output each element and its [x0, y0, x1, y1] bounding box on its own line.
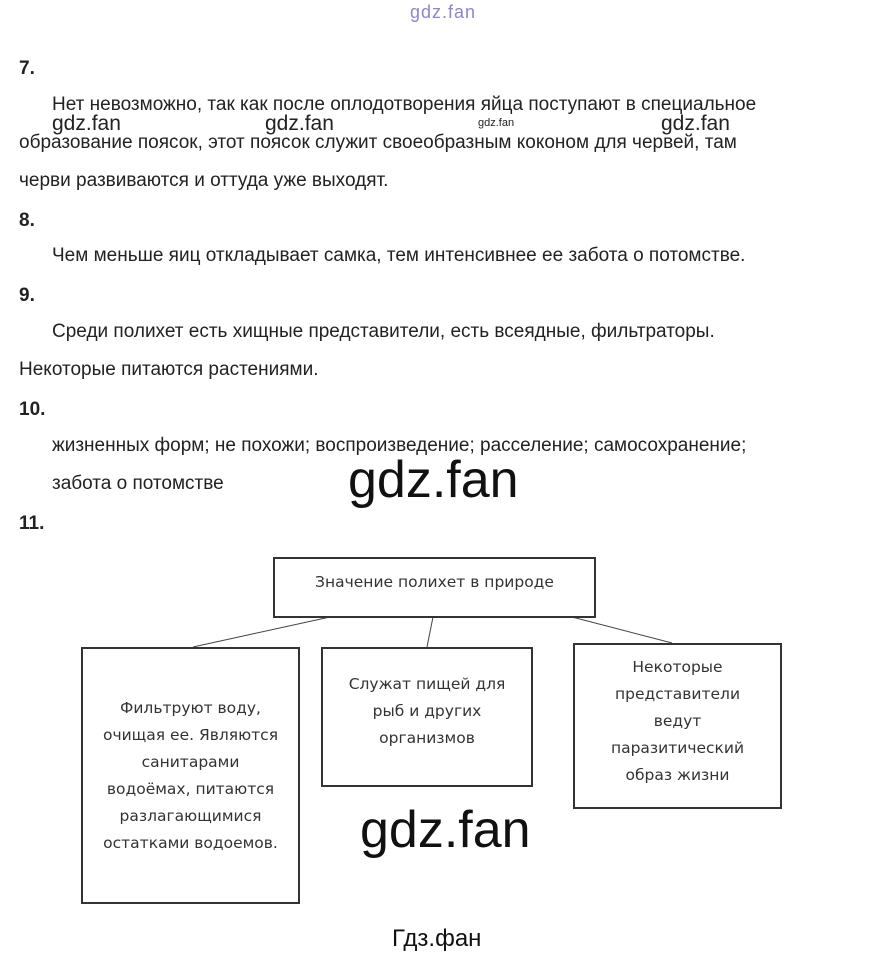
answer-number-9: 9. — [19, 285, 35, 306]
connector-right — [572, 617, 672, 643]
answer-10-line-1: жизненных форм; не похожи; воспроизведение; расселение; самосохранение; — [52, 435, 747, 456]
watermark-row-tiny: gdz.fan — [478, 117, 515, 129]
answer-10-line-2: забота о потомстве — [52, 473, 224, 494]
answer-8-line-1: Чем меньше яиц откладывает самка, тем интенсивнее ее забота о потомстве. — [52, 245, 746, 266]
answer-9-line-1: Среди полихет есть хищные представители, есть всеядные, фильтраторы. — [52, 321, 715, 342]
diagram-left-box: Фильтруют воду, очищая ее. Являются санитарами водоёмах, питаются разлагающимися остатками водоемов. — [81, 647, 300, 904]
watermark-row-c: gdz.fan — [661, 112, 730, 135]
watermark-bottom-big: gdz.fan — [360, 801, 531, 859]
connector-middle — [427, 617, 433, 647]
watermark-mid-big: gdz.fan — [348, 451, 519, 509]
answer-number-10: 10. — [19, 399, 46, 420]
watermark-row-b: gdz.fan — [265, 112, 334, 135]
watermark-top: gdz.fan — [410, 2, 477, 22]
answer-9-line-2: Некоторые питаются растениями. — [19, 359, 319, 380]
answer-number-7: 7. — [19, 58, 35, 79]
diagram-root-box: Значение полихет в природе — [273, 557, 596, 618]
answer-7-line-1: Нет невозможно, так как после оплодотворения яйца поступают в специальное — [52, 94, 757, 115]
diagram-middle-box: Служат пищей для рыб и других организмов — [321, 647, 533, 787]
footer-caption: Гдз.фан — [392, 925, 482, 952]
answer-number-8: 8. — [19, 210, 35, 231]
answer-7-line-3: черви развиваются и оттуда уже выходят. — [19, 170, 389, 191]
watermark-row-a: gdz.fan — [52, 112, 121, 135]
answer-number-11: 11. — [19, 513, 45, 534]
connector-left — [193, 617, 330, 647]
diagram-right-box: Некоторые представители ведут паразитический образ жизни — [573, 643, 782, 809]
answer-7-line-2: образование поясок, этот поясок служит своеобразным коконом для червей, там — [19, 132, 737, 153]
